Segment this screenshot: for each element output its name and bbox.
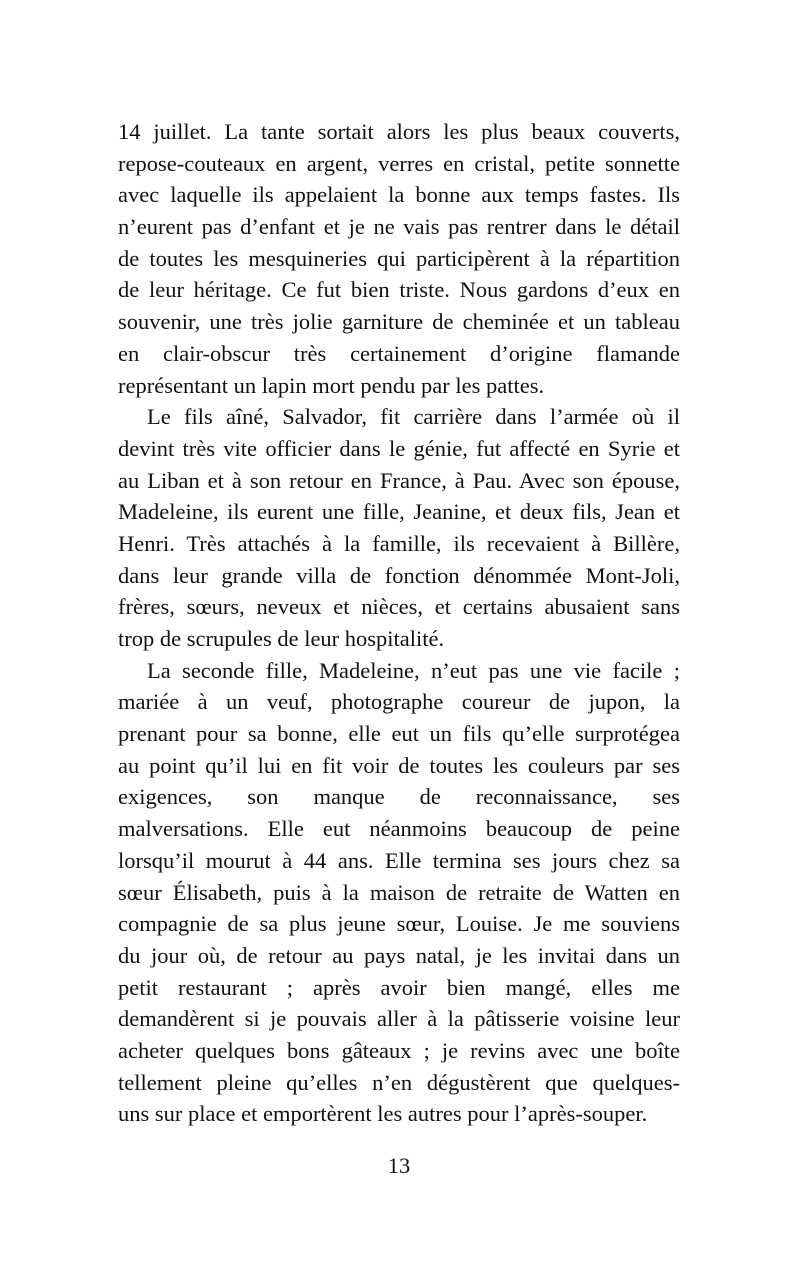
paragraph [118,655,680,1130]
text-line: dans leur grande villa de fonction dénommée Mont-Joli, [118,562,680,588]
text-line: sœur Élisabeth, puis à la maison de retraite de Watten en [118,879,680,905]
text-line: acheter quelques bons gâteaux ; je revins avec une boîte [118,1037,680,1063]
text-line: Madeleine, ils eurent une fille, Jeanine, et deux fils, Jean et [118,499,680,525]
text-line: mariée à un veuf, photographe coureur de jupon, la [118,689,680,715]
text-line: petit restaurant ; après avoir bien mangé, elles me [118,974,680,1000]
text-line: trop de scrupules de leur hospitalité. [118,626,445,651]
text-line: de leur héritage. Ce fut bien triste. Nous gardons d’eux en [118,277,680,303]
body-text [118,116,680,1130]
text-line: malversations. Elle eut néanmoins beaucoup de peine [118,816,680,842]
text-line: Le fils aîné, Salvador, fit carrière dans l’armée où il [147,404,680,430]
text-line: au Liban et à son retour en France, à Pau. Avec son épouse, [118,467,680,493]
text-line: devint très vite officier dans le génie, fut affecté en Syrie et [118,435,680,461]
text-line: lorsqu’il mourut à 44 ans. Elle termina ses jours chez sa [118,847,680,873]
text-line: au point qu’il lui en fit voir de toutes les couleurs par ses [118,752,680,778]
text-line: compagnie de sa plus jeune sœur, Louise. Je me souviens [118,911,680,937]
text-line: frères, sœurs, neveux et nièces, et certains abusaient sans [118,594,680,620]
text-line: uns sur place et emportèrent les autres pour l’après-souper. [118,1101,648,1127]
text-line: de toutes les mesquineries qui participèrent à la répartition [118,245,680,271]
text-line: La seconde fille, Madeleine, n’eut pas une vie facile ; [147,657,680,683]
paragraph [118,116,680,401]
text-line: représentant un lapin mort pendu par les pattes. [118,372,545,398]
text-line: demandèrent si je pouvais aller à la pâtisserie voisine leur [118,1006,680,1032]
text-line: avec laquelle ils appelaient la bonne aux temps fastes. Ils [118,182,680,208]
text-line: tellement pleine qu’elles n’en dégustèrent que quelques- [118,1069,680,1095]
text-line: Henri. Très attachés à la famille, ils recevaient à Billère, [118,530,680,556]
text-line: en clair-obscur très certainement d’origine flamande [118,340,680,366]
text-line: repose-couteaux en argent, verres en cristal, petite sonnette [118,150,680,176]
text-line: n’eurent pas d’enfant et je ne vais pas rentrer dans le détail [118,214,680,240]
page-number: 13 [387,1153,411,1178]
text-line: prenant pour sa bonne, elle eut un fils qu’elle surprotégea [118,721,680,747]
text-line: souvenir, une très jolie garniture de cheminée et un tableau [118,309,680,335]
text-line: exigences, son manque de reconnaissance, ses [118,784,680,810]
text-line: du jour où, de retour au pays natal, je les invitai dans un [118,942,680,968]
paragraph [118,401,680,655]
text-line: 14 juillet. La tante sortait alors les plus beaux couverts, [118,119,680,144]
